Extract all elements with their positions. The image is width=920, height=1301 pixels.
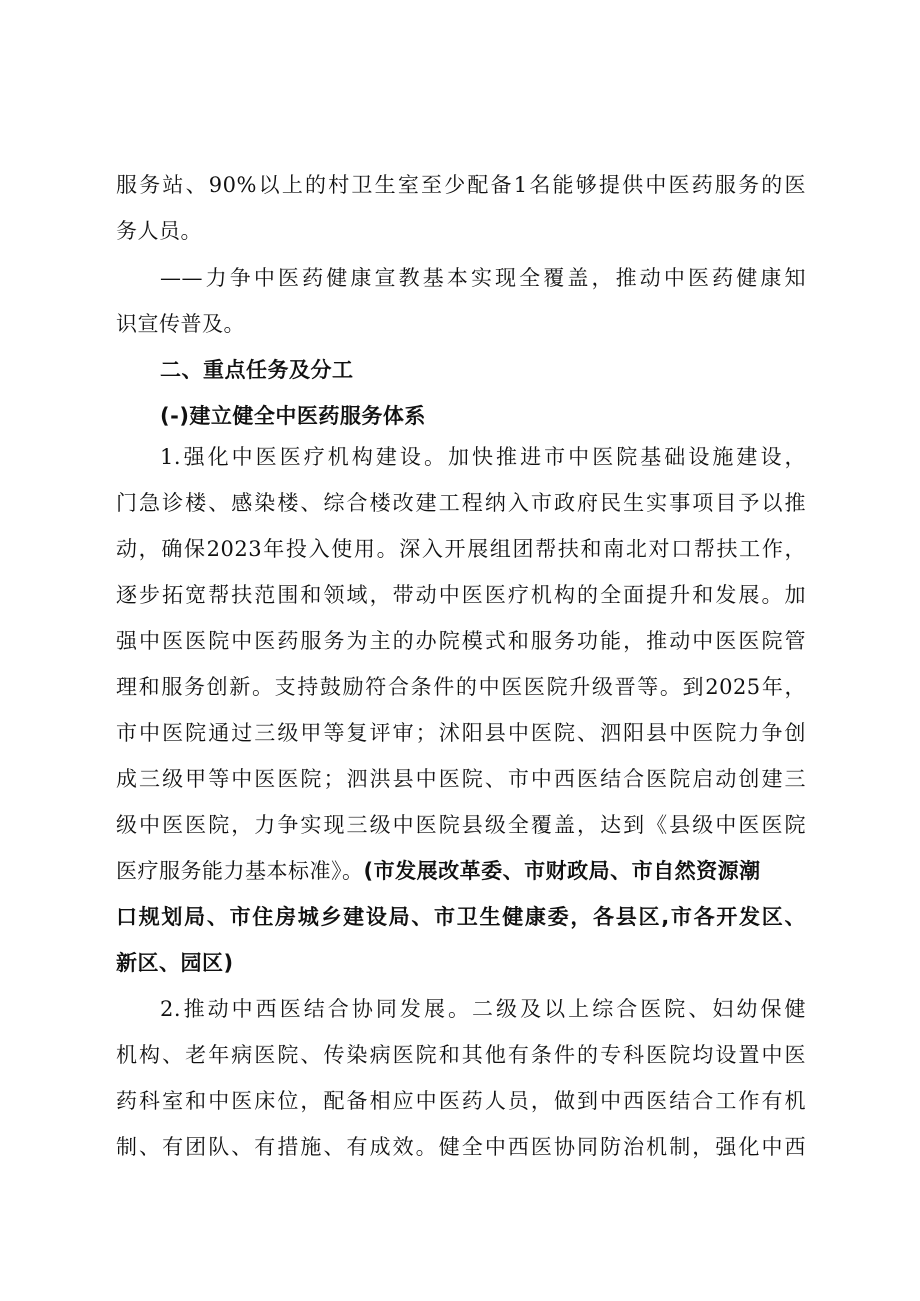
section-heading: 二、重点任务及分工 [160, 358, 354, 382]
body-text-line: 识宣传普及。 [116, 312, 245, 336]
body-text-line: 逐步拓宽帮扶范围和领域，带动中医医疗机构的全面提升和发展。加 [116, 583, 806, 607]
body-text-line: 市中医院通过三级甲等复评审；沭阳县中医院、泗阳县中医院力争创 [116, 721, 806, 745]
body-text-line: 务人员。 [116, 219, 202, 243]
body-text-line: 药科室和中医床位，配备相应中医药人员，做到中西医结合工作有机 [116, 1089, 806, 1113]
body-text-line: 2.推动中西医结合协同发展。二级及以上综合医院、妇幼保健 [160, 997, 806, 1021]
body-text-line: 理和服务创新。支持鼓励符合条件的中医医院升级晋等。到2025年， [116, 675, 806, 699]
body-text-line: 1.强化中医医疗机构建设。加快推进市中医院基础设施建设， [160, 445, 806, 469]
responsible-units: (市发展改革委、市财政局、市自然资源潮 [363, 859, 761, 883]
body-text-line: 动，确保2023年投入使用。深入开展组团帮扶和南北对口帮扶工作， [116, 537, 806, 561]
body-text-line: 制、有团队、有措施、有成效。健全中西医协同防治机制，强化中西 [116, 1135, 806, 1159]
body-text-line: ——力争中医药健康宣教基本实现全覆盖，推动中医药健康知 [160, 266, 806, 290]
body-text-line: 机构、老年病医院、传染病医院和其他有条件的专科医院均设置中医 [116, 1043, 806, 1067]
subsection-heading: (-)建立健全中医药服务体系 [160, 404, 426, 428]
responsible-units: 新区、园区) [116, 951, 234, 975]
body-text-line: 服务站、90%以上的村卫生室至少配备1名能够提供中医药服务的医 [116, 173, 806, 197]
body-text-line: 门急诊楼、感染楼、综合楼改建工程纳入市政府民生实事项目予以推 [116, 491, 806, 515]
body-text-line: 成三级甲等中医医院；泗洪县中医院、市中西医结合医院启动创建三 [116, 767, 806, 791]
body-text-segment: 医疗服务能力基本标准》。 [116, 859, 364, 883]
responsible-units: 口规划局、市住房城乡建设局、市卫生健康委，各县区,市各开发区、 [116, 905, 806, 929]
body-text-line [116, 856, 761, 886]
body-text-line: 强中医医院中医药服务为主的办院模式和服务功能，推动中医医院管 [116, 629, 806, 653]
body-text-line: 级中医医院，力争实现三级中医院县级全覆盖，达到《县级中医医院 [116, 813, 806, 837]
